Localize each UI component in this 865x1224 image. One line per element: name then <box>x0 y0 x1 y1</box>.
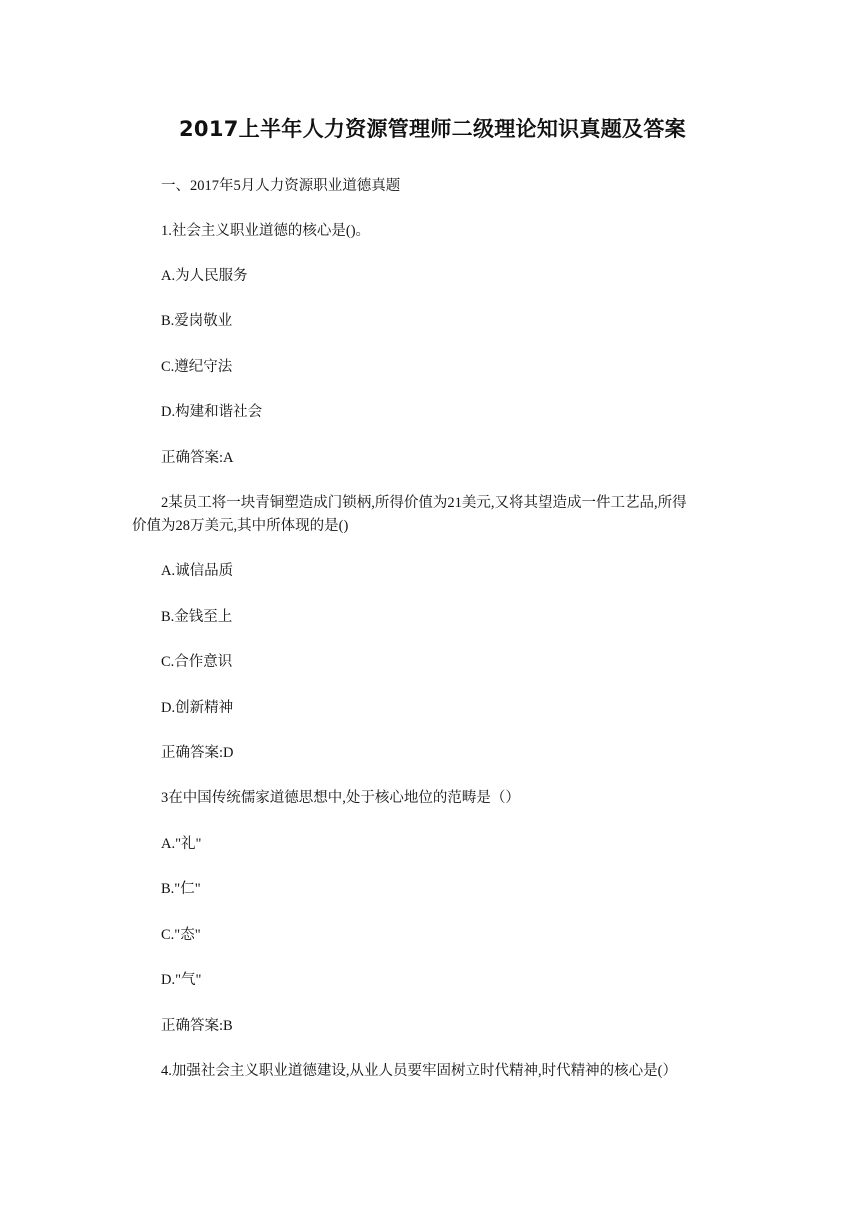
question-1-option-a: A.为人民服务 <box>161 268 248 284</box>
question-2-option-b: B.金钱至上 <box>161 609 233 625</box>
question-4-stem: 4.加强社会主义职业道德建设,从业人员要牢固树立时代精神,时代精神的核心是(） <box>161 1063 677 1079</box>
question-2-option-c: C.合作意识 <box>161 654 233 670</box>
question-1-stem: 1.社会主义职业道德的核心是()。 <box>161 223 371 239</box>
question-2-option-d: D.创新精神 <box>161 700 234 716</box>
question-3-option-b: B."仁" <box>161 881 201 897</box>
question-2-option-a: A.诚信品质 <box>161 563 234 579</box>
question-1-option-c: C.遵纪守法 <box>161 359 233 375</box>
question-3-option-a: A."礼" <box>161 836 202 852</box>
question-2-stem-line1: 2某员工将一块青铜塑造成门锁柄,所得价值为21美元,又将其望造成一件工艺品,所得 <box>161 495 687 511</box>
question-1-option-b: B.爱岗敬业 <box>161 313 233 329</box>
document-title: 2017上半年人力资源管理师二级理论知识真题及答案 <box>179 117 686 141</box>
question-2-stem-line2: 价值为28万美元,其中所体现的是() <box>132 518 349 534</box>
question-1-answer: 正确答案:A <box>161 450 234 466</box>
question-2-answer: 正确答案:D <box>161 745 234 761</box>
question-3-answer: 正确答案:B <box>161 1018 233 1034</box>
question-1-option-d: D.构建和谐社会 <box>161 404 263 420</box>
question-3-option-c: C."态" <box>161 927 201 943</box>
question-3-stem: 3在中国传统儒家道德思想中,处于核心地位的范畴是（） <box>161 790 520 806</box>
question-3-option-d: D."气" <box>161 972 202 988</box>
section-heading: 一、2017年5月人力资源职业道德真题 <box>161 178 401 194</box>
